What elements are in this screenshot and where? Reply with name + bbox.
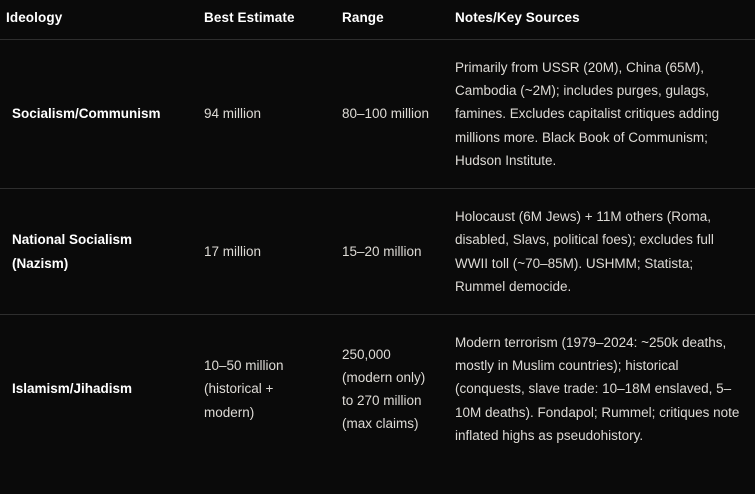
column-header-range: Range xyxy=(342,10,384,25)
cell-range: 15–20 million xyxy=(330,189,443,315)
column-header-ideology: Ideology xyxy=(6,10,63,25)
cell-notes: Holocaust (6M Jews) + 11M others (Roma, disabled, Slavs, political foes); excludes full WWII toll (~70–85M). USHMM; Statista; Rummel democide. xyxy=(443,189,755,315)
cell-ideology: National Socialism (Nazism) xyxy=(0,189,192,315)
table-row xyxy=(0,40,755,189)
cell-best-estimate: 10–50 million (historical + modern) xyxy=(192,314,330,463)
table-row xyxy=(0,189,755,315)
table-row xyxy=(0,314,755,463)
cell-ideology: Socialism/Communism xyxy=(0,40,192,189)
cell-notes: Primarily from USSR (20M), China (65M), Cambodia (~2M); includes purges, gulags, famines. Excludes capitalist critiques adding millions more. Black Book of Communism; Hudson Institute. xyxy=(443,40,755,189)
column-header-notes: Notes/Key Sources xyxy=(455,10,580,25)
cell-ideology: Islamism/Jihadism xyxy=(0,314,192,463)
cell-notes: Modern terrorism (1979–2024: ~250k deaths, mostly in Muslim countries); historical (conquests, slave trade: 10–18M enslaved, 5–10M deaths). Fondapol; Rummel; critiques note inflated highs as pseudohistory. xyxy=(443,314,755,463)
cell-best-estimate: 94 million xyxy=(192,40,330,189)
table-header-row xyxy=(0,0,755,40)
cell-best-estimate: 17 million xyxy=(192,189,330,315)
cell-range: 80–100 million xyxy=(330,40,443,189)
cell-range: 250,000 (modern only) to 270 million (max claims) xyxy=(330,314,443,463)
column-header-best-estimate: Best Estimate xyxy=(204,10,295,25)
